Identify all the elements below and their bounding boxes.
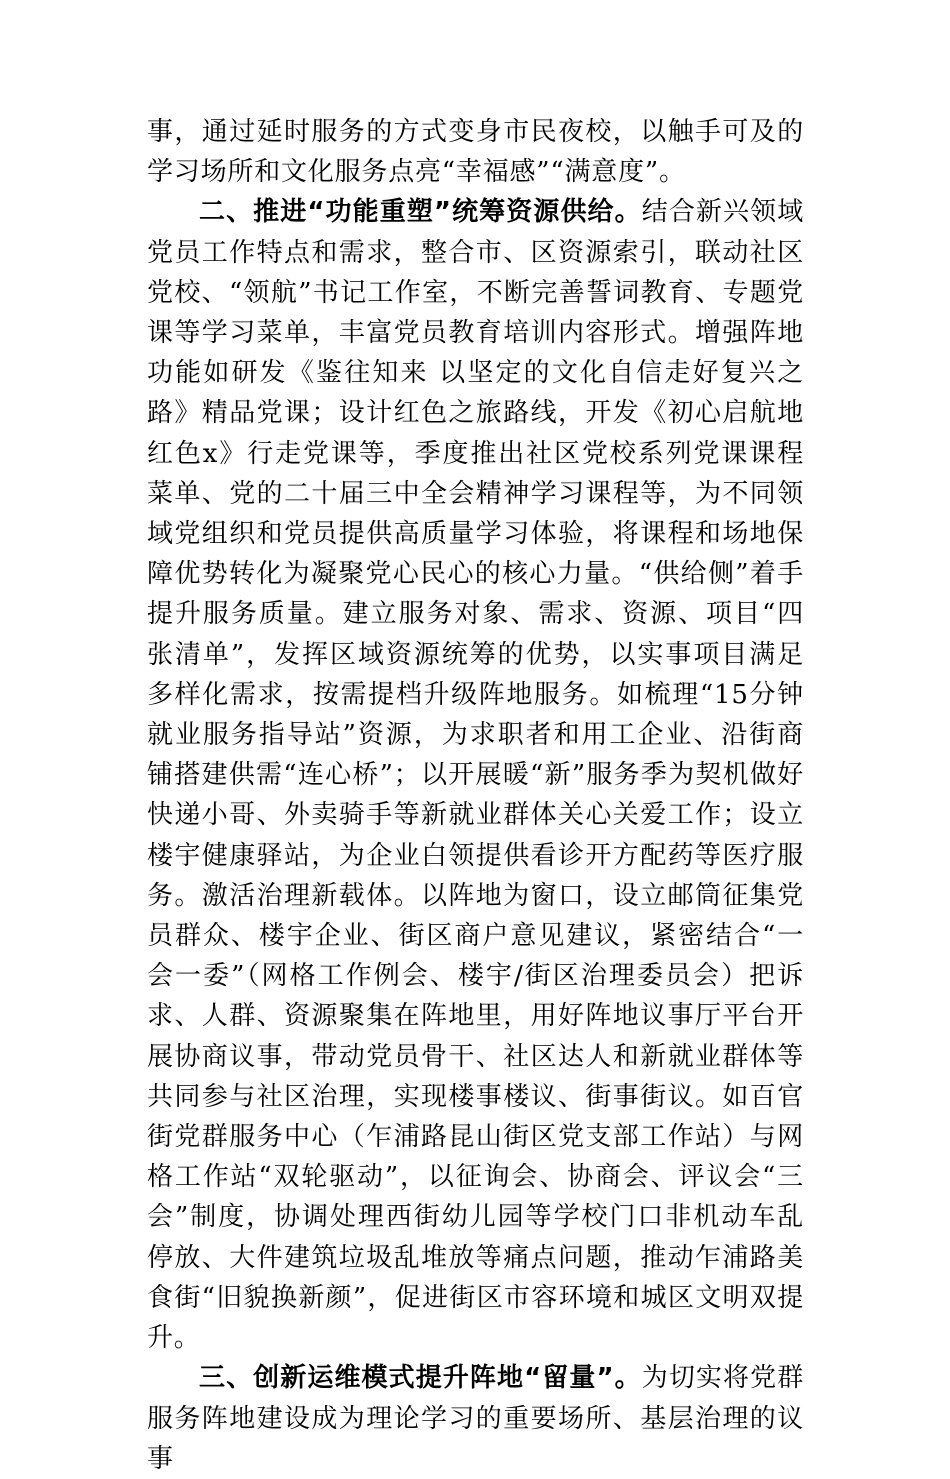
section-body-three: 为切实将党群服务阵地建设成为理论学习的重要场所、基层治理的议事 [147, 1363, 804, 1474]
document-page [147, 112, 804, 1479]
paragraph-text: 事，通过延时服务的方式变身市民夜校，以触手可及的学习场所和文化服务点亮“幸福感”“满意度”。 [147, 117, 804, 188]
paragraph-section-two [147, 192, 804, 1358]
paragraph-continuation [147, 112, 804, 192]
section-heading-two: 二、推进“功能重塑”统筹资源供给。 [199, 197, 642, 228]
paragraph-section-three [147, 1358, 804, 1479]
section-body-two: 结合新兴领域党员工作特点和需求，整合市、区资源索引，联动社区党校、“领航”书记工作室，不断完善誓词教育、专题党课等学习菜单，丰富党员教育培训内容形式。增强阵地功能如研发《鉴往知来 以坚定的文化自信走好复兴之路》精品党课；设计红色之旅路线，开发《初心启航地 红色x》行走党课等，季度推出社区党校系列党课课程菜单、党的二十届三中全会精神学习课程等，为不同领域党组织和党员提供高质量学习体验，将课程和场地保障优势转化为凝聚党心民心的核心力量。“供给侧”着手提升服务质量。建立服务对象、需求、资源、项目“四张清单”，发挥区域资源统筹的优势，以实事项目满足多样化需求，按需提档升级阵地服务。如梳理“15分钟就业服务指导站”资源，为求职者和用工企业、沿街商铺搭建供需“连心桥”；以开展暖“新”服务季为契机做好快递小哥、外卖骑手等新就业群体关心关爱工作；设立楼宇健康驿站，为企业白领提供看诊开方配药等医疗服务。激活治理新载体。以阵地为窗口，设立邮筒征集党员群众、楼宇企业、街区商户意见建议，紧密结合“一会一委”（网格工作例会、楼宇/街区治理委员会）把诉求、人群、资源聚集在阵地里，用好阵地议事厅平台开展协商议事，带动党员骨干、社区达人和新就业群体等共同参与社区治理，实现楼事楼议、街事街议。如百官街党群服务中心（乍浦路昆山街区党支部工作站）与网格工作站“双轮驱动”，以征询会、协商会、评议会“三会”制度，协调处理西街幼儿园等学校门口非机动车乱停放、大件建筑垃圾乱堆放等痛点问题，推动乍浦路美食街“旧貌换新颜”，促进街区市容环境和城区文明双提升。 [147, 197, 804, 1354]
section-heading-three: 三、创新运维模式提升阵地“留量”。 [199, 1363, 642, 1394]
